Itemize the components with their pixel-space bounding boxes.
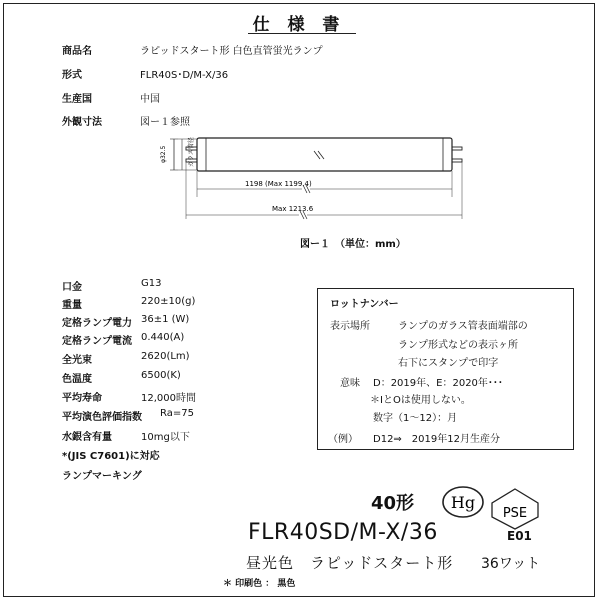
lot-meaning-label: 意味 bbox=[340, 378, 360, 389]
lot-place-line-1: ランプのガラス管表面端部の bbox=[398, 321, 528, 332]
page-title: 仕 様 書 bbox=[252, 15, 346, 35]
glass-tube-label: ガラス管径 bbox=[188, 137, 195, 167]
right-pin-top bbox=[452, 147, 462, 150]
glass-tube bbox=[197, 138, 452, 171]
lot-number-box bbox=[317, 288, 574, 450]
lot-meaning-line-3: 数字（1～12）：月 bbox=[373, 413, 458, 424]
spec-value-dimensions: 図ー１参照 bbox=[140, 117, 190, 128]
pse-mark-text: PSE bbox=[502, 506, 528, 521]
lot-place-line-3: 右下にスタンプで印字 bbox=[398, 358, 499, 369]
lamp-size-mark: 40形 bbox=[371, 493, 415, 514]
spec-value-mercury: 10mg以下 bbox=[141, 432, 190, 443]
lamp-dimension-drawing bbox=[160, 127, 468, 227]
spec-label-mercury: 水銀含有量 bbox=[62, 432, 112, 443]
spec-value-life: 12,000時間 bbox=[141, 393, 196, 404]
pse-mark-icon bbox=[488, 487, 542, 531]
spec-label-type: 形式 bbox=[62, 70, 82, 81]
spec-value-country: 中国 bbox=[140, 94, 160, 105]
pse-class-code: E01 bbox=[507, 529, 532, 543]
lot-example-value: D12⇒ 2019年12月生産分 bbox=[373, 434, 500, 445]
lot-place-label: 表示場所 bbox=[330, 321, 370, 332]
spec-label-product: 商品名 bbox=[62, 46, 92, 57]
spec-label-weight: 重量 bbox=[62, 300, 82, 311]
print-color-note: ＊ 印刷色 ： 黒色 bbox=[223, 579, 296, 589]
right-pin-bottom bbox=[452, 159, 462, 162]
max-dimension-label: Max 1213.6 bbox=[272, 205, 314, 213]
lot-meaning-line-1: D：2019年、E：2020年･･･ bbox=[373, 378, 503, 389]
spec-value-current: 0.440(A) bbox=[141, 332, 185, 343]
lot-meaning-line-2: ＊IとOは使用しない。 bbox=[370, 395, 471, 406]
hg-mercury-icon bbox=[441, 484, 485, 520]
spec-label-power: 定格ランプ電力 bbox=[62, 318, 132, 329]
lot-example-label: （例） bbox=[328, 434, 358, 445]
spec-label-country: 生産国 bbox=[62, 94, 92, 105]
spec-label-current: 定格ランプ電流 bbox=[62, 336, 132, 347]
hg-mark-text: Hg bbox=[450, 493, 476, 512]
spec-label-luminous-flux: 全光束 bbox=[62, 355, 92, 366]
title-underline bbox=[248, 33, 356, 34]
spec-label-cri: 平均演色評価指数 bbox=[62, 412, 142, 423]
wattage: 36ワット bbox=[481, 556, 541, 572]
spec-value-power: 36±1 (W) bbox=[141, 314, 190, 325]
diameter-label: φ32.5 bbox=[160, 145, 167, 163]
lamp-marking-heading: ランプマーキング bbox=[62, 471, 142, 482]
length-dimension-label: 1198 (Max 1199.4) bbox=[245, 180, 312, 188]
lot-place-line-2: ランプ形式などの表示ヶ所 bbox=[398, 340, 518, 351]
lot-title: ロットナンバー bbox=[330, 299, 399, 310]
spec-label-base: 口金 bbox=[62, 282, 82, 293]
spec-label-life: 平均寿命 bbox=[62, 393, 102, 404]
spec-value-cri: Ra=75 bbox=[160, 408, 194, 419]
spec-value-weight: 220±10(g) bbox=[141, 296, 196, 307]
jis-note: *(JIS C7601)に対応 bbox=[62, 451, 160, 462]
spec-label-color-temp: 色温度 bbox=[62, 374, 92, 385]
spec-value-luminous-flux: 2620(Lm) bbox=[141, 351, 190, 362]
spec-label-dimensions: 外観寸法 bbox=[62, 117, 102, 128]
spec-value-color-temp: 6500(K) bbox=[141, 370, 181, 381]
model-number: FLR40SD/M-X/36 bbox=[248, 520, 438, 545]
spec-value-product: ラピッドスタート形 白色直管蛍光ランプ bbox=[140, 46, 323, 57]
spec-value-type: FLR40S･D/M-X/36 bbox=[140, 70, 229, 81]
figure-caption: 図ー１ （単位：mm） bbox=[300, 239, 406, 250]
lamp-description: 昼光色 ラピッドスタート形 bbox=[246, 554, 454, 572]
spec-value-base: G13 bbox=[141, 278, 162, 289]
